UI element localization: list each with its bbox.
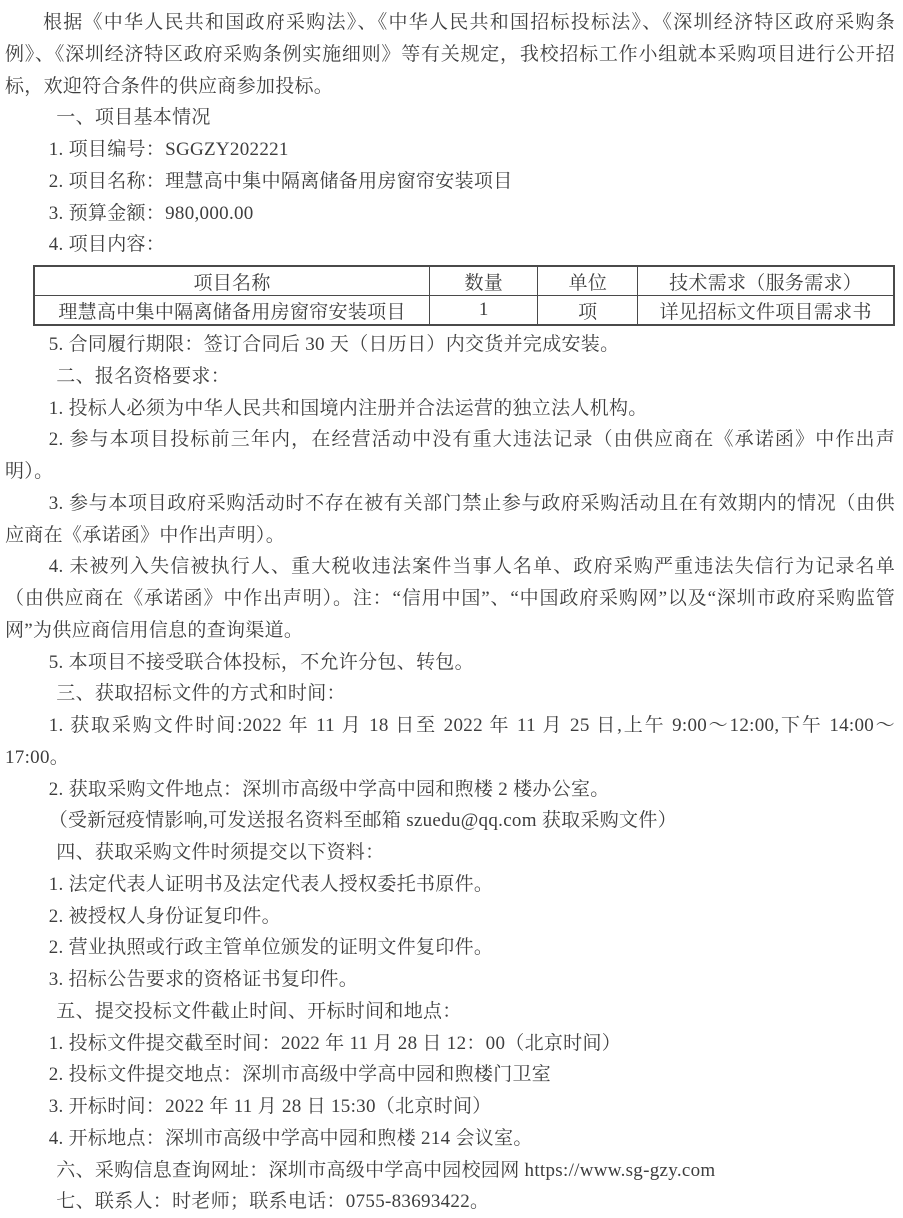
col-header-unit: 单位 bbox=[538, 266, 638, 296]
section-contact-line: 七、联系人：时老师；联系电话：0755-83693422。 bbox=[56, 1191, 490, 1213]
item-submit-deadline: 1. 投标文件提交截至时间：2022 年 11 月 28 日 12：00（北京时间） bbox=[48, 1032, 622, 1054]
table-row bbox=[34, 296, 894, 326]
item-project-name: 2. 项目名称：理慧高中集中隔离储备用房窗帘安装项目 bbox=[48, 170, 513, 192]
col-header-quantity: 数量 bbox=[430, 266, 538, 296]
item-qualification-1: 1. 投标人必须为中华人民共和国境内注册并合法运营的独立法人机构。 bbox=[48, 397, 648, 419]
section-obtain-documents-heading: 三、获取招标文件的方式和时间： bbox=[56, 683, 346, 705]
col-header-tech-requirement: 技术需求（服务需求） bbox=[638, 266, 894, 296]
section-deadline-heading: 五、提交投标文件截止时间、开标时间和地点： bbox=[56, 1000, 462, 1022]
section-info-website-line: 六、采购信息查询网址：深圳市高级中学高中园校园网 https://www.sg-gzy.com bbox=[56, 1159, 716, 1181]
cell-quantity: 1 bbox=[430, 296, 538, 326]
item-submit-location: 2. 投标文件提交地点：深圳市高级中学高中园和煦楼门卫室 bbox=[48, 1064, 552, 1086]
item-obtain-location: 2. 获取采购文件地点：深圳市高级中学高中园和煦楼 2 楼办公室。 bbox=[48, 778, 610, 800]
note-covid-email: （受新冠疫情影响,可发送报名资料至邮箱 szuedu@qq.com 获取采购文件） bbox=[48, 810, 677, 832]
table-header-row bbox=[34, 266, 894, 296]
item-contract-period: 5. 合同履行期限：签订合同后 30 天（日历日）内交货并完成安装。 bbox=[48, 334, 620, 355]
project-content-table bbox=[33, 265, 895, 326]
intro-paragraph: 根据《中华人民共和国政府采购法》、《中华人民共和国招标投标法》、《深圳经济特区政府采购条例》、《深圳经济特区政府采购条例实施细则》等有关规定，我校招标工作小组就本采购项目进行公开招标，欢迎符合条件的供应商参加投标。 bbox=[5, 12, 895, 97]
item-qualification-4: 4. 未被列入失信被执行人、重大税收违法案件当事人名单、政府采购严重违法失信行为记录名单（由供应商在《承诺函》中作出声明）。注：“信用中国”、“中国政府采购网”以及“深圳市政府采购监管网”为供应商信用信息的查询渠道。 bbox=[5, 556, 895, 641]
item-qualification-2: 2. 参与本项目投标前三年内，在经营活动中没有重大违法记录（由供应商在《承诺函》中作出声明）。 bbox=[5, 429, 895, 482]
section-qualification-heading: 二、报名资格要求： bbox=[56, 365, 230, 387]
item-bid-opening-location: 4. 开标地点：深圳市高级中学高中园和煦楼 214 会议室。 bbox=[48, 1127, 533, 1149]
item-project-number: 1. 项目编号：SGGZY202221 bbox=[48, 139, 289, 160]
item-material-1: 1. 法定代表人证明书及法定代表人授权委托书原件。 bbox=[48, 873, 494, 895]
item-budget-amount: 3. 预算金额：980,000.00 bbox=[48, 202, 254, 224]
item-material-4: 3. 招标公告要求的资格证书复印件。 bbox=[48, 969, 359, 990]
item-material-3: 2. 营业执照或行政主管单位颁发的证明文件复印件。 bbox=[48, 937, 494, 959]
item-material-2: 2. 被授权人身份证复印件。 bbox=[48, 905, 281, 927]
section-submit-materials-heading: 四、获取采购文件时须提交以下资料： bbox=[56, 842, 385, 863]
item-project-content: 4. 项目内容： bbox=[48, 234, 166, 256]
col-header-project-name: 项目名称 bbox=[34, 266, 430, 296]
item-qualification-5: 5. 本项目不接受联合体投标，不允许分包、转包。 bbox=[48, 651, 474, 673]
section-basic-info-heading: 一、项目基本情况 bbox=[56, 107, 211, 129]
cell-unit: 项 bbox=[538, 296, 638, 326]
item-qualification-3: 3. 参与本项目政府采购活动时不存在被有关部门禁止参与政府采购活动且在有效期内的情况（由供应商在《承诺函》中作出声明）。 bbox=[5, 492, 895, 546]
item-obtain-time: 1. 获取采购文件时间:2022 年 11 月 18 日至 2022 年 11 月 25 日,上午 9:00～12:00,下午 14:00～17:00。 bbox=[5, 715, 895, 768]
cell-project-name: 理慧高中集中隔离储备用房窗帘安装项目 bbox=[34, 296, 430, 326]
item-bid-opening-time: 3. 开标时间：2022 年 11 月 28 日 15:30（北京时间） bbox=[48, 1096, 492, 1117]
cell-tech-requirement: 详见招标文件项目需求书 bbox=[638, 296, 894, 326]
